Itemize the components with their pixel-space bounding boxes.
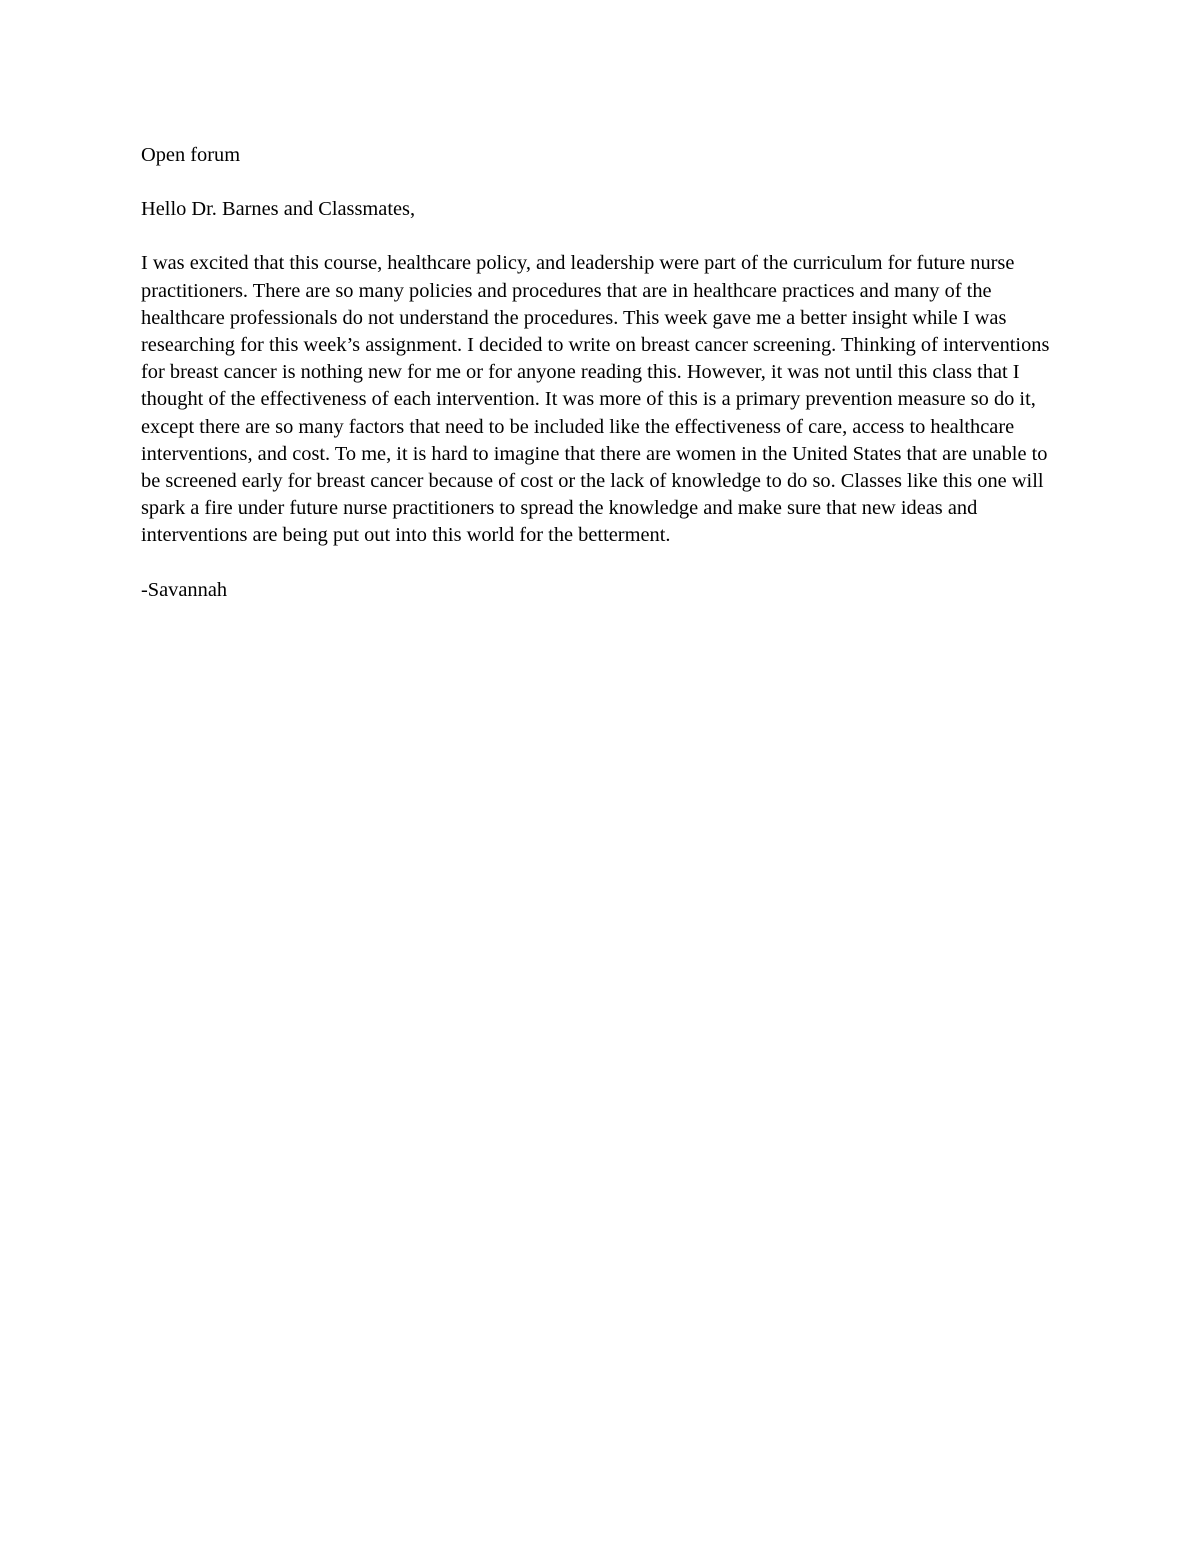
document-content (141, 142, 1071, 604)
signature: -Savannah (141, 578, 228, 601)
body-paragraph: I was excited that this course, healthcare policy, and leadership were part of the curriculum for future nurse practitioners. There are so many policies and procedures that are in healthcare practices and many of the healthcare professionals do not understand the procedures. This week gave me a better insight while I was researching for this week’s assignment. I decided to write on breast cancer screening. Thinking of interventions for breast cancer is nothing new for me or for anyone reading this. However, it was not until this class that I thought of the effectiveness of each intervention. It was more of this is a primary prevention measure so do it, except there are so many factors that need to be included like the effectiveness of care, access to healthcare interventions, and cost. To me, it is hard to imagine that there are women in the United States that are unable to be screened early for breast cancer because of cost or the lack of knowledge to do so. Classes like this one will spark a fire under future nurse practitioners to spread the knowledge and make sure that new ideas and interventions are being put out into this world for the betterment. (141, 252, 1050, 547)
document-title: Open forum (141, 144, 241, 166)
greeting-line: Hello Dr. Barnes and Classmates, (141, 198, 416, 221)
